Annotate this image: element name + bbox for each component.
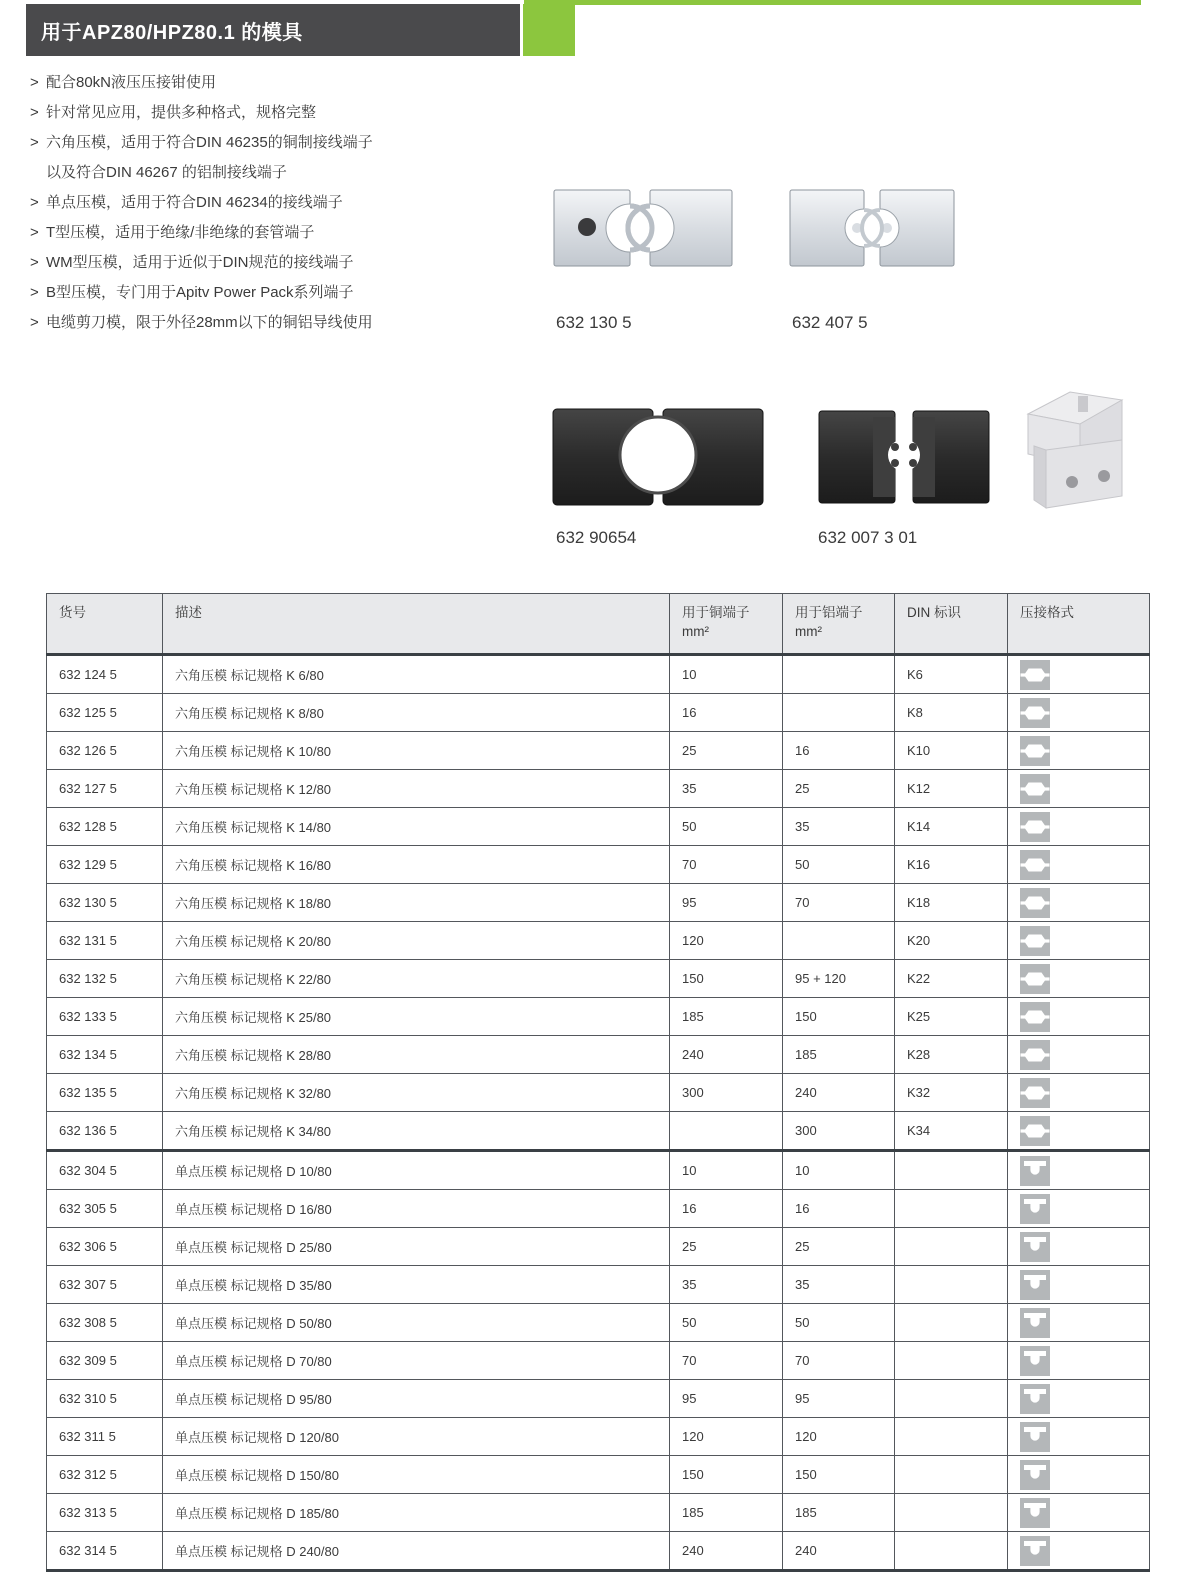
description-cell: 单点压模 标记规格 D 120/80 <box>163 1418 670 1456</box>
hex-crimp-icon <box>1020 736 1050 766</box>
din-cell <box>895 1151 1008 1190</box>
bullet-text: T型压模，适用于绝缘/非绝缘的套管端子 <box>46 224 315 241</box>
hex-crimp-icon <box>1020 1078 1050 1108</box>
copper-mm2-cell: 300 <box>670 1074 783 1112</box>
bullet-marker: > <box>30 284 39 301</box>
description-cell: 六角压模 标记规格 K 28/80 <box>163 1036 670 1074</box>
bullet-text: B型压模，专门用于Apitv Power Pack系列端子 <box>46 284 354 301</box>
din-cell: K8 <box>895 694 1008 732</box>
din-cell: K25 <box>895 998 1008 1036</box>
copper-mm2-cell: 240 <box>670 1036 783 1074</box>
description-cell: 单点压模 标记规格 D 150/80 <box>163 1456 670 1494</box>
aluminum-mm2-cell: 150 <box>783 1456 895 1494</box>
copper-mm2-cell: 10 <box>670 1151 783 1190</box>
table-row <box>47 1494 1150 1532</box>
product-label: 632 90654 <box>556 528 637 547</box>
din-cell <box>895 1456 1008 1494</box>
aluminum-mm2-cell <box>783 694 895 732</box>
part-no-cell: 632 308 5 <box>47 1304 163 1342</box>
bullet-marker: > <box>30 74 39 91</box>
description-cell: 六角压模 标记规格 K 20/80 <box>163 922 670 960</box>
aluminum-mm2-cell: 185 <box>783 1036 895 1074</box>
table-row <box>47 1342 1150 1380</box>
crimp-format-cell <box>1008 1494 1150 1532</box>
copper-mm2-cell: 95 <box>670 1380 783 1418</box>
copper-mm2-cell: 240 <box>670 1532 783 1571</box>
product-label: 632 407 5 <box>792 313 868 332</box>
bullet-marker: > <box>30 194 39 211</box>
bullet-item <box>30 248 530 278</box>
hex-crimp-icon <box>1020 850 1050 880</box>
silver-die-pair-illustration <box>553 188 733 268</box>
table-row <box>47 655 1150 694</box>
bullet-marker: > <box>30 134 39 151</box>
page-header-bar <box>26 4 520 56</box>
product-label: 632 130 5 <box>556 313 632 332</box>
aluminum-mm2-cell: 95 + 120 <box>783 960 895 998</box>
hex-crimp-icon <box>1020 1040 1050 1070</box>
bullet-item <box>30 278 530 308</box>
bullet-text: 针对常见应用，提供多种格式，规格完整 <box>46 104 317 121</box>
part-no-cell: 632 309 5 <box>47 1342 163 1380</box>
aluminum-mm2-cell: 16 <box>783 1190 895 1228</box>
crimp-format-cell <box>1008 1151 1150 1190</box>
description-cell: 六角压模 标记规格 K 12/80 <box>163 770 670 808</box>
din-cell <box>895 1266 1008 1304</box>
description-cell: 单点压模 标记规格 D 25/80 <box>163 1228 670 1266</box>
bullet-text: 配合80kN液压压接钳使用 <box>46 74 217 91</box>
bullet-item <box>30 158 530 188</box>
copper-mm2-cell: 120 <box>670 922 783 960</box>
part-no-cell: 632 305 5 <box>47 1190 163 1228</box>
crimp-format-cell <box>1008 770 1150 808</box>
table-row <box>47 770 1150 808</box>
aluminum-mm2-cell: 25 <box>783 770 895 808</box>
bullet-text: WM型压模，适用于近似于DIN规范的接线端子 <box>46 254 354 271</box>
table-row <box>47 1266 1150 1304</box>
description-cell: 六角压模 标记规格 K 14/80 <box>163 808 670 846</box>
table-row <box>47 1112 1150 1151</box>
part-no-cell: 632 314 5 <box>47 1532 163 1571</box>
din-cell <box>895 1380 1008 1418</box>
aluminum-mm2-cell: 35 <box>783 808 895 846</box>
din-cell: K32 <box>895 1074 1008 1112</box>
crimp-format-cell <box>1008 960 1150 998</box>
indent-crimp-icon <box>1020 1460 1050 1490</box>
description-cell: 单点压模 标记规格 D 50/80 <box>163 1304 670 1342</box>
table-row <box>47 1190 1150 1228</box>
column-header: 描述 <box>163 594 670 655</box>
part-no-cell: 632 124 5 <box>47 655 163 694</box>
aluminum-mm2-cell: 50 <box>783 1304 895 1342</box>
accent-strip <box>524 0 1141 5</box>
crimp-format-cell <box>1008 846 1150 884</box>
crimp-format-cell <box>1008 1036 1150 1074</box>
crimp-format-cell <box>1008 1380 1150 1418</box>
hex-crimp-icon <box>1020 660 1050 690</box>
bullet-item <box>30 128 530 158</box>
indent-crimp-icon <box>1020 1384 1050 1414</box>
part-no-cell: 632 125 5 <box>47 694 163 732</box>
aluminum-mm2-cell: 70 <box>783 884 895 922</box>
din-cell <box>895 1418 1008 1456</box>
part-no-cell: 632 307 5 <box>47 1266 163 1304</box>
din-cell: K20 <box>895 922 1008 960</box>
table-header-row <box>47 594 1150 655</box>
din-cell: K16 <box>895 846 1008 884</box>
indent-crimp-icon <box>1020 1536 1050 1566</box>
part-no-cell: 632 130 5 <box>47 884 163 922</box>
table-row <box>47 694 1150 732</box>
copper-mm2-cell: 16 <box>670 1190 783 1228</box>
din-cell <box>895 1342 1008 1380</box>
indent-crimp-icon <box>1020 1346 1050 1376</box>
copper-mm2-cell: 16 <box>670 694 783 732</box>
din-cell: K6 <box>895 655 1008 694</box>
copper-mm2-cell: 35 <box>670 1266 783 1304</box>
table-row <box>47 1380 1150 1418</box>
part-no-cell: 632 136 5 <box>47 1112 163 1151</box>
copper-mm2-cell: 25 <box>670 732 783 770</box>
bullet-item <box>30 188 530 218</box>
crimp-format-cell <box>1008 732 1150 770</box>
product-image-plastic-adapter <box>1022 388 1126 520</box>
part-no-cell: 632 133 5 <box>47 998 163 1036</box>
bullet-text: 以及符合DIN 46267 的铝制接线端子 <box>46 164 287 181</box>
indent-crimp-icon <box>1020 1270 1050 1300</box>
black-wavy-die-pair-illustration <box>818 405 990 511</box>
crimp-format-cell <box>1008 1304 1150 1342</box>
indent-crimp-icon <box>1020 1194 1050 1224</box>
crimp-format-cell <box>1008 1190 1150 1228</box>
product-image-hex-die-silver <box>553 188 733 268</box>
bullet-item <box>30 218 530 248</box>
hex-crimp-icon <box>1020 1116 1050 1146</box>
column-header: 用于铝端子 mm² <box>783 594 895 655</box>
copper-mm2-cell <box>670 1112 783 1151</box>
indent-crimp-icon <box>1020 1232 1050 1262</box>
crimp-format-cell <box>1008 1228 1150 1266</box>
bullet-marker: > <box>30 224 39 241</box>
copper-mm2-cell: 70 <box>670 1342 783 1380</box>
table-row <box>47 1228 1150 1266</box>
description-cell: 单点压模 标记规格 D 35/80 <box>163 1266 670 1304</box>
description-cell: 六角压模 标记规格 K 18/80 <box>163 884 670 922</box>
bullet-list <box>30 68 530 338</box>
table-row <box>47 884 1150 922</box>
description-cell: 六角压模 标记规格 K 34/80 <box>163 1112 670 1151</box>
hex-crimp-icon <box>1020 812 1050 842</box>
plastic-adapter-illustration <box>1022 388 1126 520</box>
part-no-cell: 632 313 5 <box>47 1494 163 1532</box>
description-cell: 六角压模 标记规格 K 6/80 <box>163 655 670 694</box>
copper-mm2-cell: 70 <box>670 846 783 884</box>
table-body <box>47 655 1150 1571</box>
crimp-format-cell <box>1008 655 1150 694</box>
bullet-marker: > <box>30 314 39 331</box>
din-cell: K34 <box>895 1112 1008 1151</box>
crimp-format-cell <box>1008 694 1150 732</box>
aluminum-mm2-cell: 50 <box>783 846 895 884</box>
aluminum-mm2-cell: 300 <box>783 1112 895 1151</box>
din-cell <box>895 1228 1008 1266</box>
crimp-format-cell <box>1008 884 1150 922</box>
din-cell: K12 <box>895 770 1008 808</box>
din-cell: K18 <box>895 884 1008 922</box>
silver-wavy-die-pair-illustration <box>789 188 957 268</box>
aluminum-mm2-cell: 120 <box>783 1418 895 1456</box>
description-cell: 六角压模 标记规格 K 25/80 <box>163 998 670 1036</box>
bullet-text: 电缆剪刀模，限于外径28mm以下的铜铝导线使用 <box>46 314 373 331</box>
aluminum-mm2-cell: 150 <box>783 998 895 1036</box>
din-cell: K14 <box>895 808 1008 846</box>
indent-crimp-icon <box>1020 1308 1050 1338</box>
table-row <box>47 1151 1150 1190</box>
part-no-cell: 632 306 5 <box>47 1228 163 1266</box>
table-row <box>47 1304 1150 1342</box>
indent-crimp-icon <box>1020 1498 1050 1528</box>
copper-mm2-cell: 150 <box>670 960 783 998</box>
copper-mm2-cell: 185 <box>670 998 783 1036</box>
crimp-format-cell <box>1008 808 1150 846</box>
copper-mm2-cell: 50 <box>670 1304 783 1342</box>
hex-crimp-icon <box>1020 774 1050 804</box>
description-cell: 单点压模 标记规格 D 10/80 <box>163 1151 670 1190</box>
crimp-format-cell <box>1008 1532 1150 1571</box>
description-cell: 单点压模 标记规格 D 185/80 <box>163 1494 670 1532</box>
table-row <box>47 808 1150 846</box>
copper-mm2-cell: 150 <box>670 1456 783 1494</box>
indent-crimp-icon <box>1020 1156 1050 1186</box>
aluminum-mm2-cell: 240 <box>783 1532 895 1571</box>
copper-mm2-cell: 10 <box>670 655 783 694</box>
column-header: 货号 <box>47 594 163 655</box>
part-no-cell: 632 304 5 <box>47 1151 163 1190</box>
aluminum-mm2-cell: 70 <box>783 1342 895 1380</box>
description-cell: 单点压模 标记规格 D 70/80 <box>163 1342 670 1380</box>
part-no-cell: 632 310 5 <box>47 1380 163 1418</box>
hex-crimp-icon <box>1020 964 1050 994</box>
copper-mm2-cell: 25 <box>670 1228 783 1266</box>
part-no-cell: 632 129 5 <box>47 846 163 884</box>
bullet-text: 单点压模，适用于符合DIN 46234的接线端子 <box>46 194 343 211</box>
hex-crimp-icon <box>1020 698 1050 728</box>
table-row <box>47 1456 1150 1494</box>
description-cell: 单点压模 标记规格 D 95/80 <box>163 1380 670 1418</box>
aluminum-mm2-cell <box>783 655 895 694</box>
table-row <box>47 922 1150 960</box>
bullet-item <box>30 308 530 338</box>
crimp-format-cell <box>1008 1456 1150 1494</box>
part-no-cell: 632 311 5 <box>47 1418 163 1456</box>
table-row <box>47 998 1150 1036</box>
table-row <box>47 960 1150 998</box>
description-cell: 六角压模 标记规格 K 22/80 <box>163 960 670 998</box>
description-cell: 六角压模 标记规格 K 10/80 <box>163 732 670 770</box>
bullet-item <box>30 98 530 128</box>
crimp-format-cell <box>1008 1112 1150 1151</box>
crimp-format-cell <box>1008 1074 1150 1112</box>
copper-mm2-cell: 50 <box>670 808 783 846</box>
product-image-black-wavy-die <box>818 405 990 511</box>
part-no-cell: 632 312 5 <box>47 1456 163 1494</box>
part-no-cell: 632 127 5 <box>47 770 163 808</box>
din-cell <box>895 1190 1008 1228</box>
copper-mm2-cell: 95 <box>670 884 783 922</box>
column-header: 用于铜端子 mm² <box>670 594 783 655</box>
product-image-wavy-die-silver <box>789 188 957 268</box>
copper-mm2-cell: 185 <box>670 1494 783 1532</box>
din-cell <box>895 1494 1008 1532</box>
table-row <box>47 732 1150 770</box>
table-row <box>47 1532 1150 1571</box>
black-round-die-pair-illustration <box>552 405 764 511</box>
product-label: 632 007 3 01 <box>818 528 918 547</box>
bullet-marker: > <box>30 254 39 271</box>
din-cell <box>895 1304 1008 1342</box>
part-no-cell: 632 128 5 <box>47 808 163 846</box>
table-row <box>47 1074 1150 1112</box>
part-no-cell: 632 135 5 <box>47 1074 163 1112</box>
bullet-marker: > <box>30 104 39 121</box>
description-cell: 单点压模 标记规格 D 240/80 <box>163 1532 670 1571</box>
crimp-format-cell <box>1008 1342 1150 1380</box>
accent-square <box>523 4 575 56</box>
dies-table <box>46 593 1150 1572</box>
part-no-cell: 632 131 5 <box>47 922 163 960</box>
bullet-item <box>30 68 530 98</box>
aluminum-mm2-cell: 240 <box>783 1074 895 1112</box>
copper-mm2-cell: 120 <box>670 1418 783 1456</box>
part-no-cell: 632 132 5 <box>47 960 163 998</box>
crimp-format-cell <box>1008 998 1150 1036</box>
description-cell: 六角压模 标记规格 K 32/80 <box>163 1074 670 1112</box>
hex-crimp-icon <box>1020 926 1050 956</box>
page-title: 用于APZ80/HPZ80.1 的模具 <box>41 21 303 44</box>
aluminum-mm2-cell: 95 <box>783 1380 895 1418</box>
din-cell <box>895 1532 1008 1571</box>
table-row <box>47 846 1150 884</box>
description-cell: 六角压模 标记规格 K 16/80 <box>163 846 670 884</box>
table-row <box>47 1036 1150 1074</box>
part-no-cell: 632 126 5 <box>47 732 163 770</box>
column-header: DIN 标识 <box>895 594 1008 655</box>
aluminum-mm2-cell: 25 <box>783 1228 895 1266</box>
table-row <box>47 1418 1150 1456</box>
crimp-format-cell <box>1008 922 1150 960</box>
din-cell: K22 <box>895 960 1008 998</box>
din-cell: K28 <box>895 1036 1008 1074</box>
aluminum-mm2-cell: 185 <box>783 1494 895 1532</box>
bullet-text: 六角压模，适用于符合DIN 46235的铜制接线端子 <box>46 134 373 151</box>
aluminum-mm2-cell <box>783 922 895 960</box>
aluminum-mm2-cell: 16 <box>783 732 895 770</box>
copper-mm2-cell: 35 <box>670 770 783 808</box>
hex-crimp-icon <box>1020 1002 1050 1032</box>
product-image-black-round-die <box>552 405 764 511</box>
crimp-format-cell <box>1008 1418 1150 1456</box>
indent-crimp-icon <box>1020 1422 1050 1452</box>
aluminum-mm2-cell: 10 <box>783 1151 895 1190</box>
description-cell: 六角压模 标记规格 K 8/80 <box>163 694 670 732</box>
hex-crimp-icon <box>1020 888 1050 918</box>
din-cell: K10 <box>895 732 1008 770</box>
part-no-cell: 632 134 5 <box>47 1036 163 1074</box>
crimp-format-cell <box>1008 1266 1150 1304</box>
column-header: 压接格式 <box>1008 594 1150 655</box>
description-cell: 单点压模 标记规格 D 16/80 <box>163 1190 670 1228</box>
aluminum-mm2-cell: 35 <box>783 1266 895 1304</box>
